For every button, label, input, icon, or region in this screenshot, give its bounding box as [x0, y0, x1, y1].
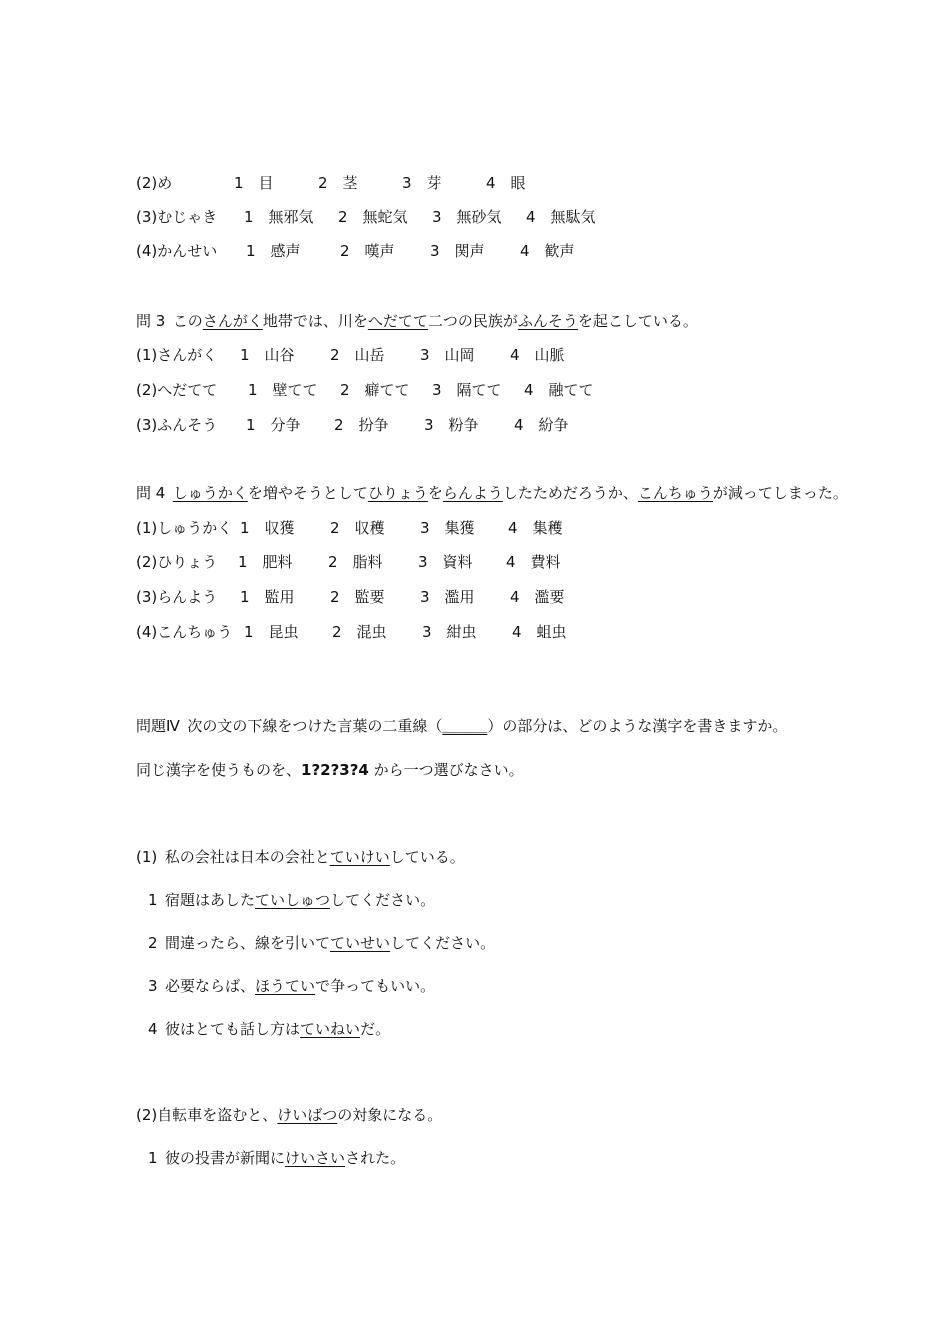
text: を起こしている。 — [577, 312, 698, 330]
option-3: 3 関声 — [430, 242, 485, 260]
double-underline-blank: ＿＿＿ — [442, 717, 488, 735]
option-2: 2 無蛇気 — [338, 208, 408, 226]
text: 問題Ⅳ 次の文の下線をつけた言葉の二重線（ — [136, 717, 443, 735]
text: ）の部分は、どのような漢字を書きますか。 — [487, 717, 788, 735]
text: 1 宿題はあした — [148, 891, 256, 909]
text: (2)自転車を盗むと、 — [136, 1106, 278, 1124]
text: 問 3 この — [136, 312, 203, 330]
option-3: 3 無砂気 — [432, 208, 502, 226]
option-3: 3 山岡 — [420, 346, 475, 364]
text: だ。 — [360, 1020, 391, 1038]
text: してください。 — [390, 934, 496, 952]
question-label: (3)らんよう — [136, 588, 218, 606]
option-2: 2 脂料 — [328, 553, 383, 571]
text: を — [427, 484, 443, 502]
option-4: 4 濫要 — [510, 588, 565, 606]
underlined-word: ひりょう — [367, 484, 428, 502]
text: を増やそうとして — [247, 484, 368, 502]
question-label: (2)め — [136, 174, 173, 192]
option-1: 1 分争 — [246, 416, 301, 434]
option-4: 4 融てて — [524, 381, 594, 399]
underlined-word: らんよう — [442, 484, 503, 502]
option-1: 1 昆虫 — [244, 623, 299, 641]
text: で争ってもいい。 — [315, 977, 436, 995]
option-4: 4 紛争 — [514, 416, 569, 434]
text: してください。 — [330, 891, 436, 909]
option-3: 3 隔てて — [432, 381, 502, 399]
underlined-word: ふんそう — [517, 312, 578, 330]
option-2: 2 扮争 — [334, 416, 389, 434]
option-2: 2 混虫 — [332, 623, 387, 641]
text: の対象になる。 — [337, 1106, 443, 1124]
option-4: 4 山脈 — [510, 346, 565, 364]
mon3-sentence — [136, 311, 698, 331]
option-1: 1 肥料 — [238, 553, 293, 571]
item2-stem — [136, 1105, 442, 1125]
option-1: 1 目 — [234, 174, 274, 192]
option-3: 3 芽 — [402, 174, 442, 192]
text: された。 — [345, 1149, 406, 1167]
question-label: (3)ふんそう — [136, 416, 218, 434]
text: から一つ選びなさい。 — [368, 761, 524, 779]
item1-choice-4 — [148, 1019, 390, 1039]
option-4: 4 歓声 — [520, 242, 575, 260]
underlined-word: さんがく — [202, 312, 263, 330]
underlined-word: けいさい — [285, 1149, 346, 1167]
option-4: 4 蛆虫 — [512, 623, 567, 641]
question-label: (4)かんせい — [136, 242, 218, 260]
underlined-word: しゅうかく — [172, 484, 248, 502]
question-label: (2)へだてて — [136, 381, 218, 399]
option-2: 2 茎 — [318, 174, 358, 192]
option-1: 1 山谷 — [240, 346, 295, 364]
option-3: 3 粉争 — [424, 416, 479, 434]
underlined-word: ほうてい — [255, 977, 316, 995]
option-4: 4 集穫 — [508, 519, 563, 537]
option-1: 1 壁てて — [248, 381, 318, 399]
text: 1 彼の投書が新聞に — [148, 1149, 286, 1167]
underlined-word: へだてて — [367, 312, 428, 330]
option-2: 2 収穫 — [330, 519, 385, 537]
section4-instruction-line2 — [136, 760, 524, 780]
underlined-word: ていせい — [330, 934, 391, 952]
option-3: 3 集獲 — [420, 519, 475, 537]
item1-choice-2 — [148, 933, 495, 953]
question-label: (1)さんがく — [136, 346, 218, 364]
text: 地帯では、川を — [262, 312, 368, 330]
option-3: 3 資料 — [418, 553, 473, 571]
text: している。 — [389, 848, 465, 866]
text: 問 4 — [136, 484, 173, 502]
underlined-word: ていしゅつ — [255, 891, 331, 909]
option-4: 4 無駄気 — [526, 208, 596, 226]
question-label: (2)ひりょう — [136, 553, 218, 571]
underlined-word: ていけい — [329, 848, 390, 866]
item2-choice-1 — [148, 1148, 405, 1168]
option-4: 4 費料 — [506, 553, 561, 571]
underlined-word: ていねい — [300, 1020, 361, 1038]
option-2: 2 山岳 — [330, 346, 385, 364]
text: 二つの民族が — [427, 312, 518, 330]
option-3: 3 濫用 — [420, 588, 475, 606]
item1-choice-3 — [148, 976, 435, 996]
text: (1) 私の会社は日本の会社と — [136, 848, 330, 866]
section4-instruction-line1 — [136, 716, 787, 736]
underlined-word: けいばつ — [277, 1106, 338, 1124]
item1-choice-1 — [148, 890, 435, 910]
text: 3 必要ならば、 — [148, 977, 256, 995]
option-2: 2 監要 — [330, 588, 385, 606]
option-1: 1 監用 — [240, 588, 295, 606]
option-1: 1 無邪気 — [244, 208, 314, 226]
option-2: 2 嘆声 — [340, 242, 395, 260]
question-label: (1)しゅうかく — [136, 519, 233, 537]
mon4-sentence — [136, 483, 848, 503]
option-1: 1 感声 — [246, 242, 301, 260]
choice-numbers: 1?2?3?4 — [301, 761, 369, 779]
question-label: (3)むじゃき — [136, 208, 218, 226]
option-1: 1 収獲 — [240, 519, 295, 537]
option-4: 4 眼 — [486, 174, 526, 192]
text: が減ってしまった。 — [712, 484, 848, 502]
text: 4 彼はとても話し方は — [148, 1020, 301, 1038]
option-2: 2 癖てて — [340, 381, 410, 399]
item1-stem — [136, 847, 465, 867]
underlined-word: こんちゅう — [637, 484, 713, 502]
question-label: (4)こんちゅう — [136, 623, 233, 641]
text: したためだろうか、 — [502, 484, 638, 502]
text: 2 間違ったら、線を引いて — [148, 934, 331, 952]
text: 同じ漢字を使うものを、 — [136, 761, 302, 779]
option-3: 3 紺虫 — [422, 623, 477, 641]
